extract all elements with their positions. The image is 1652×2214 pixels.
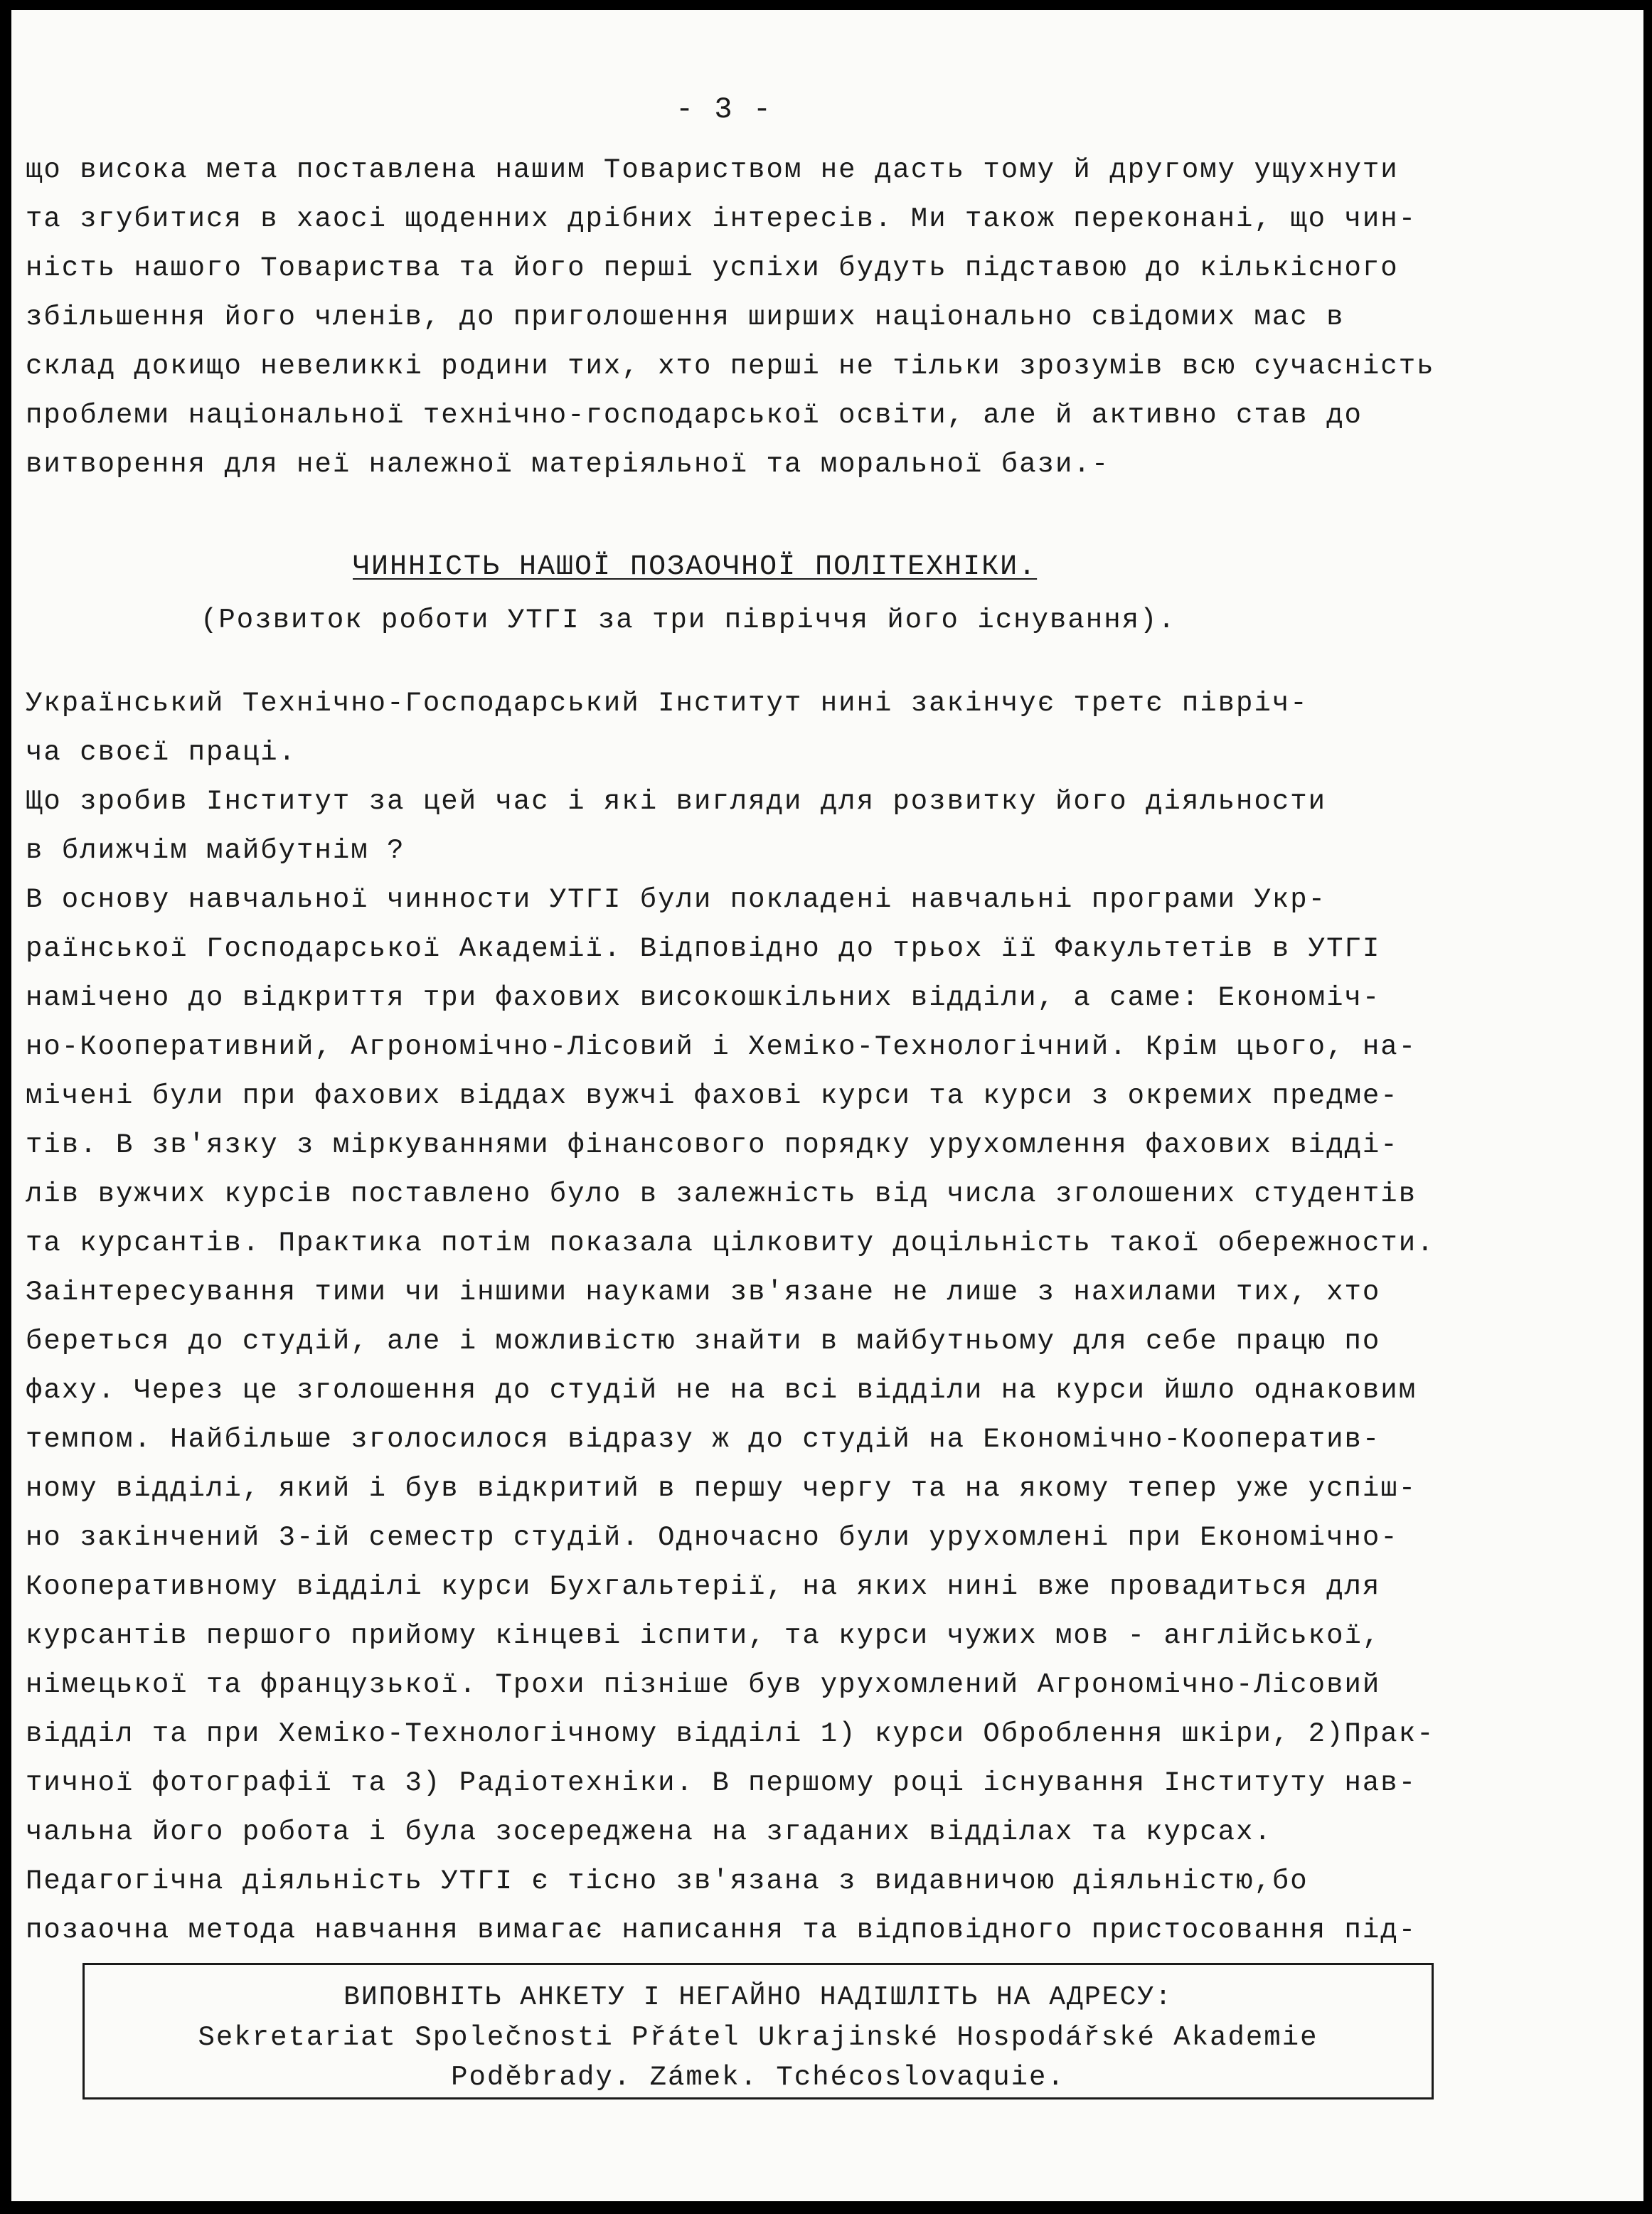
text-line: що висока мета поставлена нашим Товариством не дасть тому й другому ущухнути [26,154,1399,186]
text-line: тичної фотографії та 3) Радіотехніки. В першому році існування Інституту нав- [26,1767,1417,1799]
section-heading: ЧИННІСТЬ НАШОЇ ПОЗАОЧНОЇ ПОЛІТЕХНІКИ. [353,551,1038,583]
text-line: ність нашого Товариства та його перші успіхи будуть підставою до кількісного [26,252,1399,284]
text-line: мічені були при фахових віддах вужчі фахові курси та курси з окремих предме- [26,1080,1399,1112]
text-line: Заінтересування тими чи іншими науками зв'язане не лише з нахилами тих, хто [26,1277,1381,1308]
body-text [26,679,1562,1955]
scan-edge-bottom [0,2201,1652,2214]
text-line: темпом. Найбільше зголосилося відразу ж до студій на Економічно-Кооператив- [26,1424,1381,1455]
intro-paragraph [26,146,1562,489]
text-line: курсантів першого прийому кінцеві іспити, та курси чужих мов - англійської, [26,1620,1381,1651]
text-line: та курсантів. Практика потім показала цілковиту доцільність такої обережности. [26,1228,1435,1259]
text-line: тів. В зв'язку з міркуваннями фінансового порядку урухомлення фахових відді- [26,1129,1399,1161]
notice-address-line: Poděbrady. Zámek. Tchécoslovaquie. [451,2062,1065,2093]
text-line: та згубитися в хаосі щоденних дрібних інтересів. Ми також переконані, що чин- [26,203,1417,235]
text-line: но-Кооперативний, Агрономічно-Лісовий і Хеміко-Технологічний. Крім цього, на- [26,1031,1417,1063]
text-line: витворення для неї належної матеріяльної та моральної бази.- [26,449,1110,480]
scan-edge-right [1643,0,1652,2214]
text-line: чальна його робота і була зосереджена на згаданих відділах та курсах. [26,1816,1272,1848]
notice-address-line: Sekretariat Společnosti Přátel Ukrajinské Hospodářské Akademie [198,2022,1318,2053]
text-line: ча своєї праці. [26,737,297,768]
text-line: В основу навчальної чинности УТГІ були покладені навчальні програми Укр- [26,884,1327,915]
text-line: німецької та французької. Трохи пізніше був урухомлений Агрономічно-Лісовий [26,1669,1381,1701]
text-line: раїнської Господарської Академії. Відповідно до трьох її Факультетів в УТГІ [26,933,1381,964]
text-line: намічено до відкриття три фахових високошкільних відділи, а саме: Економіч- [26,982,1381,1013]
text-line: ному відділі, який і був відкритий в першу чергу та на якому тепер уже успіш- [26,1473,1417,1504]
text-line: береться до студій, але і можливістю знайти в майбутньому для себе працю по [26,1326,1381,1357]
text-line: но закінчений 3-ій семестр студій. Одночасно були урухомлені при Економічно- [26,1522,1399,1553]
text-line: позаочна метода навчання вимагає написання та відповідного пристосовання під- [26,1915,1417,1946]
text-line: склад докищо невеликкі родини тих, хто перші не тільки зрозумів всю сучасність [26,351,1435,382]
scan-edge-top [0,0,1652,10]
text-line: Що зробив Інститут за цей час і які вигляди для розвитку його діяльности [26,786,1327,817]
text-line: в ближчім майбутнім ? [26,835,405,866]
text-line: фаху. Через це зголошення до студій не на всі відділи на курси йшло однаковим [26,1375,1417,1406]
scan-edge-left [0,0,11,2214]
text-line: Кооперативному відділі курси Бухгальтерії, на яких нині вже провадиться для [26,1571,1381,1602]
text-line: збільшення його членів, до приголошення ширших національно свідомих мас в [26,302,1345,333]
text-line: лів вужчих курсів поставлено було в залежність від числа зголошених студентів [26,1178,1417,1210]
notice-title: ВИПОВНІТЬ АНКЕТУ І НЕГАЙНО НАДІШЛІТЬ НА АДРЕСУ: [343,1982,1173,2013]
text-line: проблеми національної технічно-господарської освіти, але й активно став до [26,400,1363,431]
section-subheading: (Розвиток роботи УТГІ за три півріччя його існування). [201,605,1176,636]
text-line: відділ та при Хеміко-Технологічному відділі 1) курси Оброблення шкіри, 2)Прак- [26,1718,1435,1750]
page-number: - 3 - [676,92,773,127]
address-notice-box [82,1963,1434,2099]
text-line: Український Технічно-Господарський Інститут нині закінчує третє півріч- [26,688,1309,719]
text-line: Педагогічна діяльність УТГІ є тісно зв'язана з видавничою діяльністю,бо [26,1866,1309,1897]
